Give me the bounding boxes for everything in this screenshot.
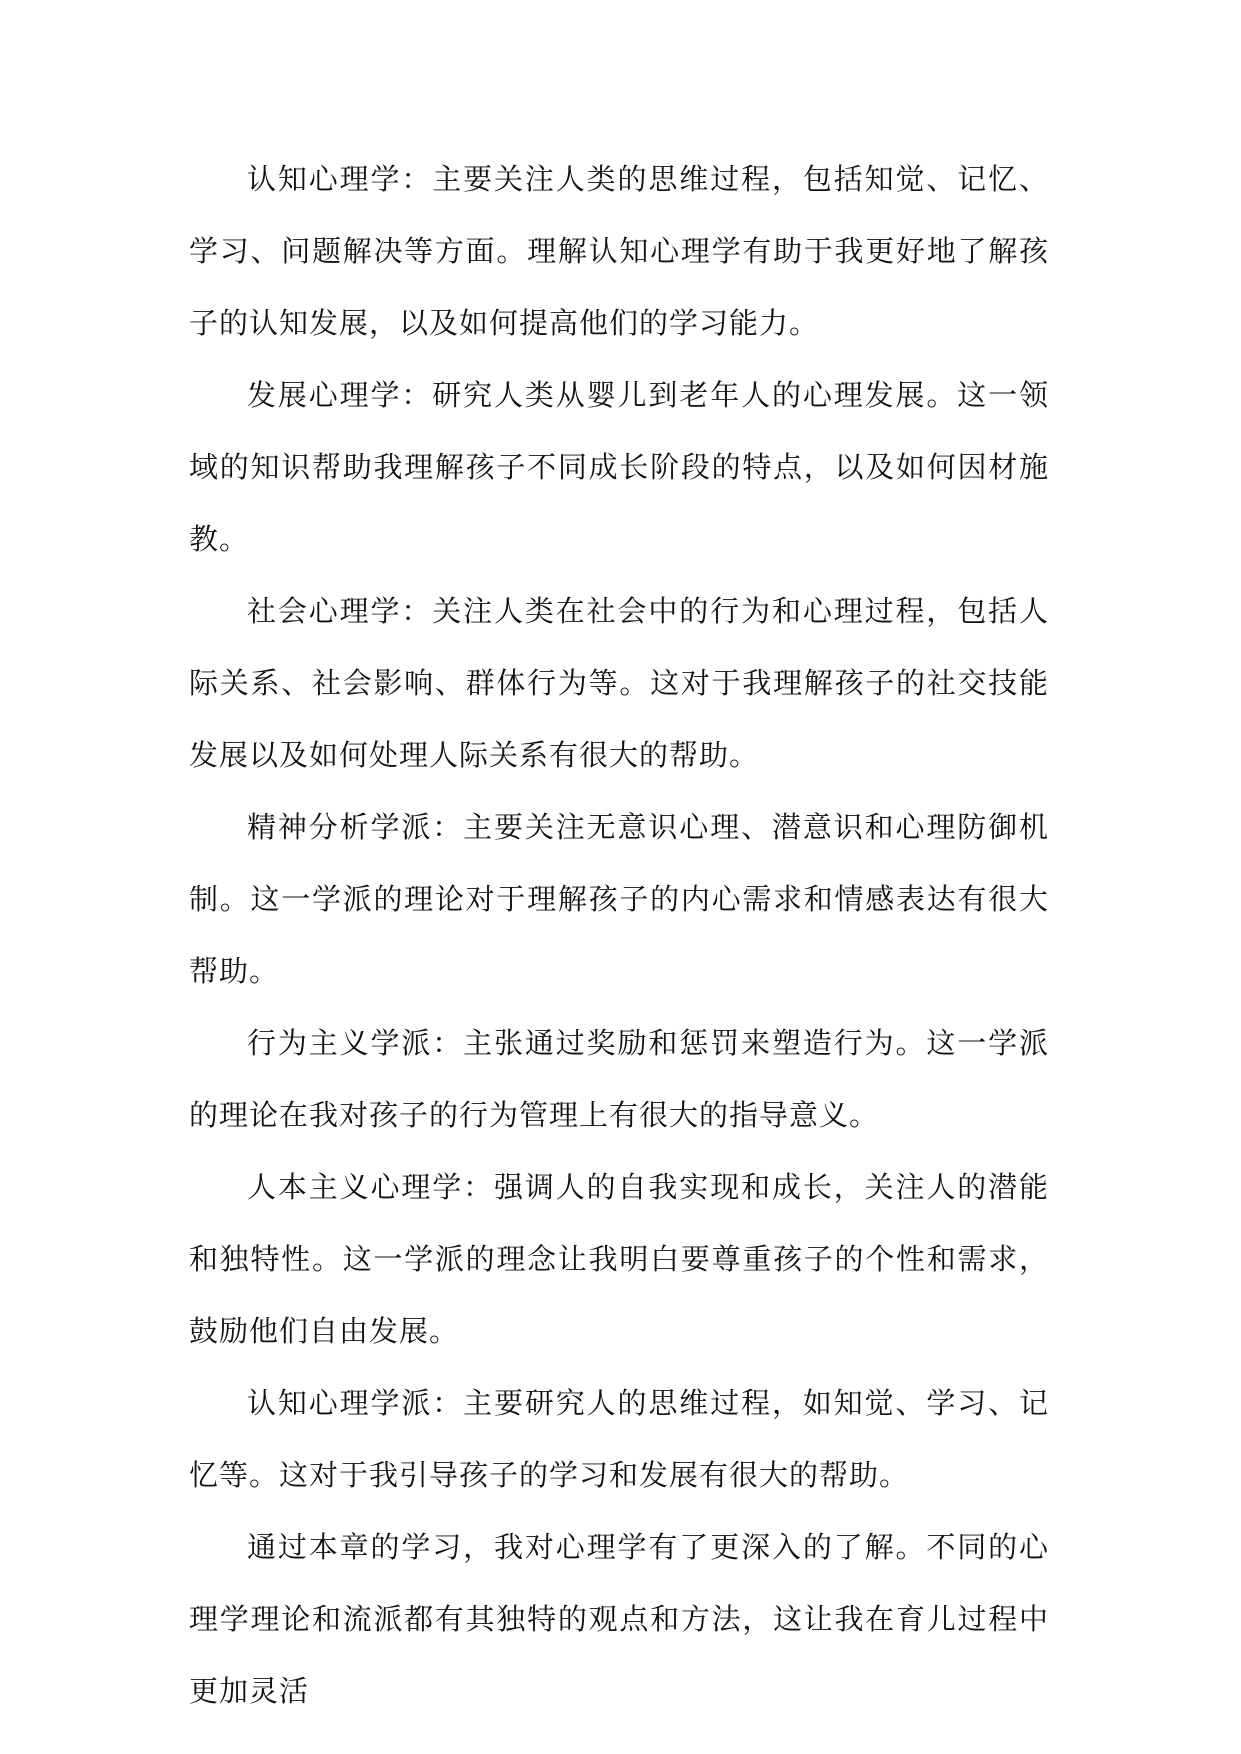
paragraph-behaviorism: 行为主义学派：主张通过奖励和惩罚来塑造行为。这一学派的理论在我对孩子的行为管理上有很大的指导意义。: [189, 1026, 1049, 1132]
document-body: [189, 143, 1049, 1727]
paragraph-social-psychology: 社会心理学：关注人类在社会中的行为和心理过程，包括人际关系、社会影响、群体行为等。这对于我理解孩子的社交技能发展以及如何处理人际关系有很大的帮助。: [189, 594, 1049, 772]
paragraph-cognitive-school: 认知心理学派：主要研究人的思维过程，如知觉、学习、记忆等。这对于我引导孩子的学习和发展有很大的帮助。: [189, 1386, 1049, 1492]
paragraph-chapter-summary: 通过本章的学习，我对心理学有了更深入的了解。不同的心理学理论和流派都有其独特的观点和方法，这让我在育儿过程中更加灵活: [189, 1530, 1049, 1708]
paragraph-developmental-psychology: 发展心理学：研究人类从婴儿到老年人的心理发展。这一领域的知识帮助我理解孩子不同成长阶段的特点，以及如何因材施教。: [189, 378, 1049, 556]
paragraph-psychoanalysis: 精神分析学派：主要关注无意识心理、潜意识和心理防御机制。这一学派的理论对于理解孩子的内心需求和情感表达有很大帮助。: [189, 810, 1049, 988]
paragraph-cognitive-psychology: 认知心理学：主要关注人类的思维过程，包括知觉、记忆、学习、问题解决等方面。理解认知心理学有助于我更好地了解孩子的认知发展，以及如何提高他们的学习能力。: [189, 162, 1049, 340]
paragraph-humanistic-psychology: 人本主义心理学：强调人的自我实现和成长，关注人的潜能和独特性。这一学派的理念让我明白要尊重孩子的个性和需求，鼓励他们自由发展。: [189, 1170, 1049, 1348]
